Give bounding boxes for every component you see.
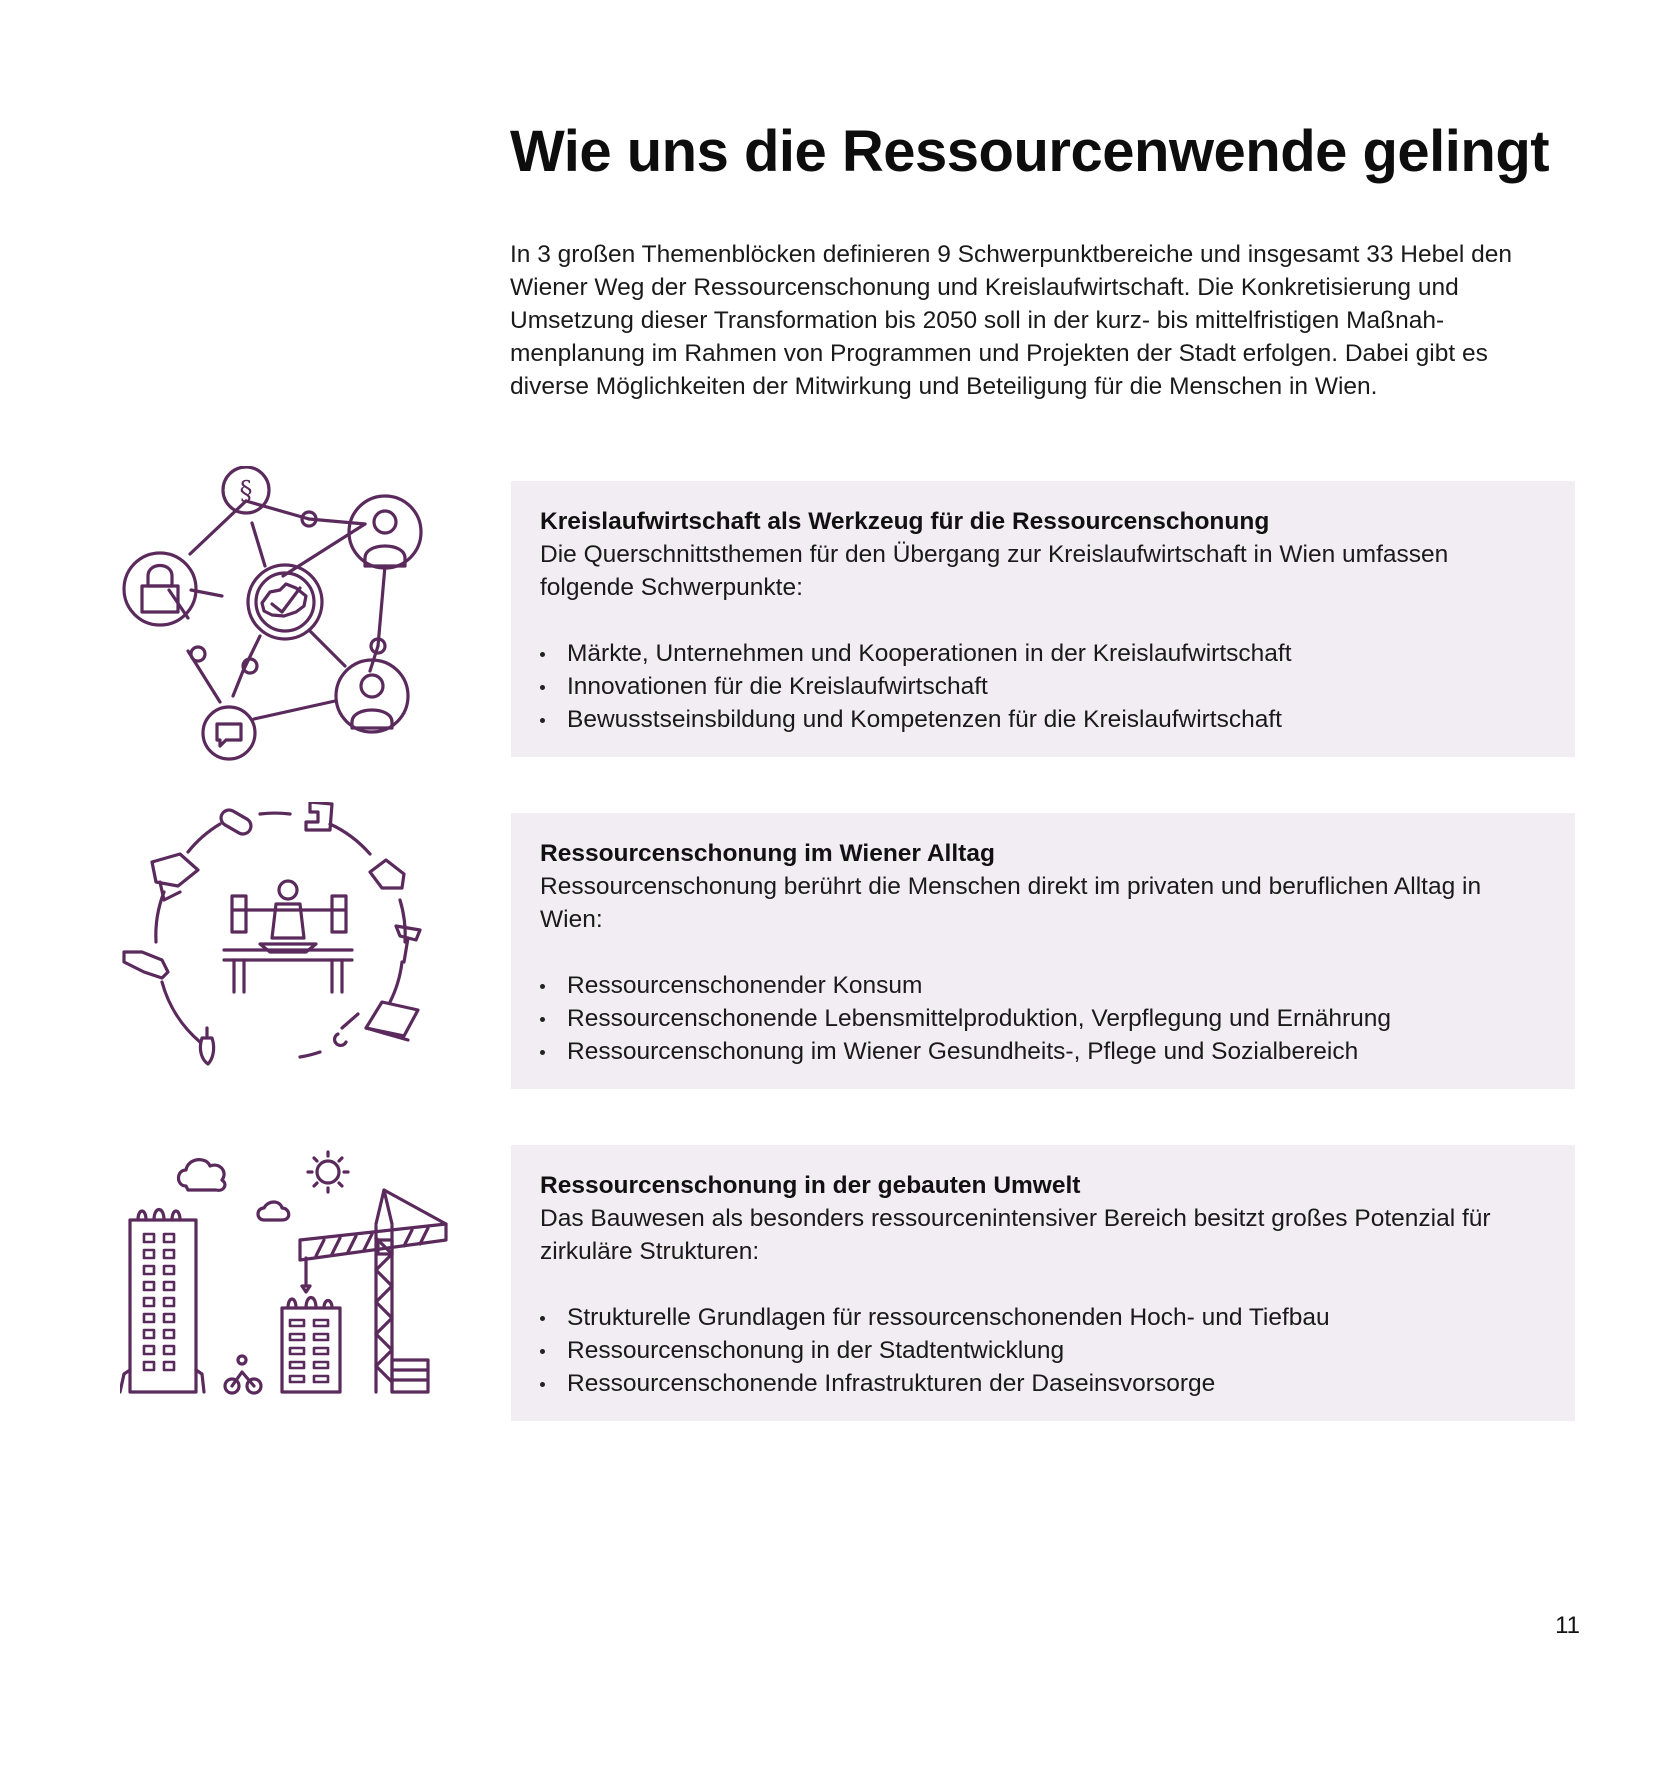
list-item: Innovationen für die Kreislaufwirtschaft [540, 670, 1535, 703]
block-heading: Ressourcenschonung in der gebauten Umwelt [540, 1172, 1081, 1199]
list-item: Ressourcenschonende Infrastrukturen der Daseinsvorsorge [540, 1367, 1535, 1400]
page-title: Wie uns die Ressourcenwende gelingt [510, 119, 1550, 184]
svg-text:§: § [239, 476, 253, 506]
everyday-life-icon [120, 802, 450, 1082]
list-item: Bewusstseinsbildung und Kompetenzen für die Kreislaufwirtschaft [540, 703, 1535, 736]
list-item: Ressourcenschonender Konsum [540, 969, 1535, 1002]
block-text: Ressourcenschonung berührt die Menschen direkt im privaten und beruflichen Alltag in Wien: [540, 873, 1482, 933]
topic-block-circular-economy [511, 481, 1575, 757]
list-item: Strukturelle Grundlagen für ressourcenschonenden Hoch- und Tiefbau [540, 1301, 1535, 1334]
bullet-list [540, 637, 1535, 736]
intro-paragraph: In 3 großen Themenblöcken definieren 9 Schwerpunktbereiche und insgesamt 33 Hebel den Wiener Weg der Ressourcenschonung und Kreislaufwirtschaft. Die Konkretisierung und Umsetzung dieser Transformation bis 2050 soll in der kurz- bis mittelfristigen Maßnah-menplanung im Rahmen von Programmen und Projekten der Stadt erfolgen. Dabei gibt es diverse Möglichkeiten der Mitwirkung und Beteiligung für die Menschen in Wien. [510, 241, 1512, 400]
topic-block-built-environment [511, 1145, 1575, 1421]
block-text: Das Bauwesen als besonders ressourcenintensiver Bereich besitzt großes Potenzial für zirkuläre Strukturen: [540, 1205, 1491, 1265]
built-environment-icon [120, 1148, 460, 1398]
page-number: 11 [1555, 1612, 1580, 1639]
list-item: Märkte, Unternehmen und Kooperationen in der Kreislaufwirtschaft [540, 637, 1535, 670]
list-item: Ressourcenschonende Lebensmittelproduktion, Verpflegung und Ernährung [540, 1002, 1535, 1035]
bullet-list [540, 1301, 1535, 1400]
block-heading: Kreislaufwirtschaft als Werkzeug für die Ressourcenschonung [540, 508, 1270, 535]
topic-block-everyday-life [511, 813, 1575, 1089]
list-item: Ressourcenschonung in der Stadtentwicklung [540, 1334, 1535, 1367]
block-text: Die Querschnittsthemen für den Übergang zur Kreislaufwirtschaft in Wien umfassen folgende Schwerpunkte: [540, 541, 1449, 601]
bullet-list [540, 969, 1535, 1068]
block-heading: Ressourcenschonung im Wiener Alltag [540, 840, 995, 867]
network-icon [120, 466, 450, 766]
list-item: Ressourcenschonung im Wiener Gesundheits-, Pflege und Sozialbereich [540, 1035, 1535, 1068]
